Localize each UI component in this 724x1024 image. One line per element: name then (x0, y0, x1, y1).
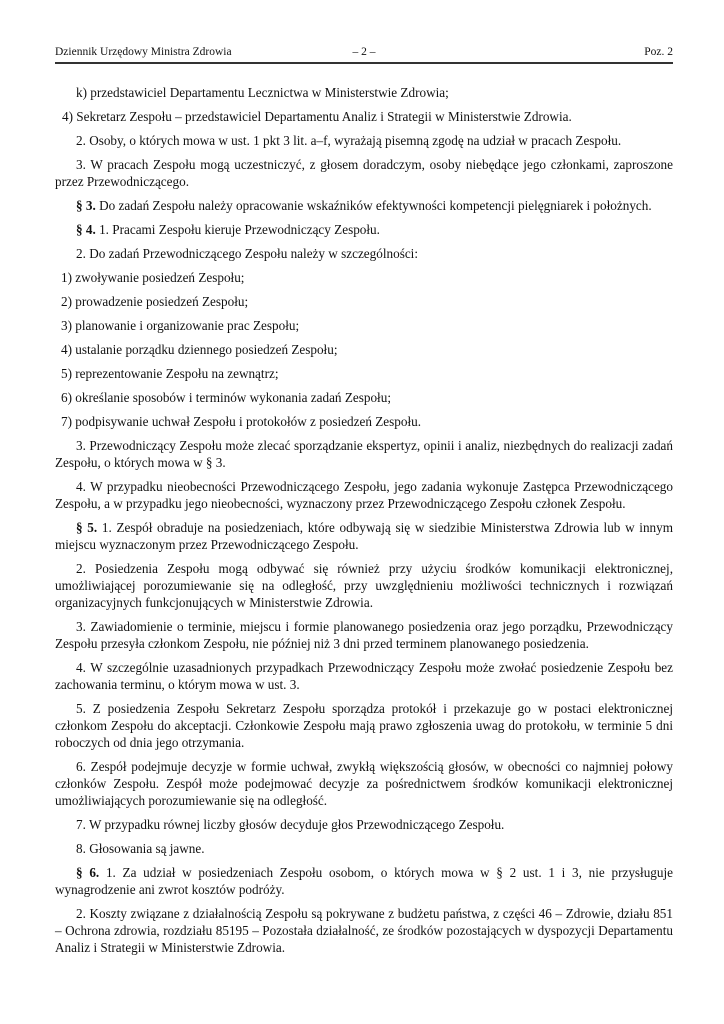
paragraph: 6. Zespół podejmuje decyzje w formie uchwał, zwykłą większością głosów, w obecności co najmniej połowy członków Zespołu. Zespół może podejmować decyzje za pośrednictwem środków komunikacji elektronicznej umożliwiających porozumiewanie się na odległość. (55, 759, 673, 808)
header-rule (55, 62, 673, 64)
paragraph: 7. W przypadku równej liczby głosów decyduje głos Przewodniczącego Zespołu. (76, 817, 505, 832)
member-item-4: 4) Sekretarz Zespołu – przedstawiciel Departamentu Analiz i Strategii w Ministerstwie Zdrowia. (62, 109, 572, 124)
paragraph: 3. Przewodniczący Zespołu może zlecać sporządzanie ekspertyz, opinii i analiz, niezbędnych do realizacji zadań Zespołu, o których mowa w § 3. (55, 438, 673, 470)
section-mark: § 6. (76, 865, 100, 880)
member-item-k: k) przedstawiciel Departamentu Lecznictwa w Ministerstwie Zdrowia; (76, 85, 449, 100)
list-item: 1) zwoływanie posiedzeń Zespołu; (61, 270, 245, 285)
list-item: 3) planowanie i organizowanie prac Zespołu; (61, 318, 300, 333)
list-item: 7) podpisywanie uchwał Zespołu i protokołów z posiedzeń Zespołu. (61, 414, 422, 429)
section-4: § 4. 1. Pracami Zespołu kieruje Przewodniczący Zespołu. (76, 222, 380, 237)
list-item: 5) reprezentowanie Zespołu na zewnątrz; (61, 366, 279, 381)
paragraph: 4. W szczególnie uzasadnionych przypadkach Przewodniczący Zespołu może zwołać posiedzenie Zespołu bez zachowania terminu, o którym mowa w ust. 3. (55, 660, 673, 692)
section-mark: § 5. (76, 520, 98, 535)
list-item: 4) ustalanie porządku dziennego posiedzeń Zespołu; (61, 342, 338, 357)
section-mark: § 3. (76, 198, 96, 213)
paragraph: 2. Do zadań Przewodniczącego Zespołu należy w szczególności: (76, 246, 419, 261)
paragraph: 2. Osoby, o których mowa w ust. 1 pkt 3 lit. a–f, wyrażają pisemną zgodę na udział w pracach Zespołu. (76, 133, 622, 148)
document-body (55, 84, 673, 963)
section-5: § 5. 1. Zespół obraduje na posiedzeniach, które odbywają się w siedzibie Ministerstwa Zdrowia lub w innym miejscu wyznaczonym przez Przewodniczącego Zespołu. (55, 520, 673, 552)
list-item: 6) określanie sposobów i terminów wykonania zadań Zespołu; (61, 390, 391, 405)
section-6: § 6. 1. Za udział w posiedzeniach Zespołu osobom, o których mowa w § 2 ust. 1 i 3, nie przysługuje wynagrodzenie ani zwrot kosztów podróży. (55, 865, 674, 897)
paragraph: 2. Posiedzenia Zespołu mogą odbywać się również przy użyciu środków komunikacji elektronicznej, umożliwiającej porozumiewanie się na odległość, przy uwzględnieniu możliwości technicznych i rozwiązań organizacyjnych funkcjonujących w Ministerstwie Zdrowia. (55, 561, 673, 610)
list-item: 2) prowadzenie posiedzeń Zespołu; (61, 294, 249, 309)
section-mark: § 4. (76, 222, 96, 237)
journal-title: Dziennik Urzędowy Ministra Zdrowia (55, 46, 232, 58)
paragraph: 2. Koszty związane z działalnością Zespołu są pokrywane z budżetu państwa, z części 46 – Zdrowie, działu 851 – Ochrona zdrowia, rozdziału 85195 – Pozostała działalność, ze środków pozostających w dyspozycji Departamentu Analiz i Strategii w Ministerstwie Zdrowia. (55, 906, 673, 955)
page-header (55, 46, 673, 62)
paragraph: 8. Głosowania są jawne. (76, 841, 205, 856)
position-number: Poz. 2 (644, 46, 673, 58)
paragraph: 5. Z posiedzenia Zespołu Sekretarz Zespołu sporządza protokół i przekazuje go w postaci elektronicznej członkom Zespołu do akceptacji. Członkowie Zespołu mają prawo zgłoszenia uwag do protokołu, w terminie 5 dni roboczych od dnia jego otrzymania. (55, 701, 673, 750)
section-3: § 3. Do zadań Zespołu należy opracowanie wskaźników efektywności kompetencji pielęgniarek i położnych. (76, 198, 652, 213)
paragraph: 3. Zawiadomienie o terminie, miejscu i formie planowanego posiedzenia oraz jego porządku, Przewodniczący Zespołu przesyła członkom Zespołu, nie później niż 3 dni przed terminem planowanego posiedzenia. (55, 619, 673, 651)
page-number: – 2 – (352, 46, 376, 58)
paragraph: 4. W przypadku nieobecności Przewodniczącego Zespołu, jego zadania wykonuje Zastępca Przewodniczącego Zespołu, a w przypadku jego nieobecności, wyznaczony przez Przewodniczącego Zespołu członek Zespołu. (55, 479, 673, 511)
paragraph: 3. W pracach Zespołu mogą uczestniczyć, z głosem doradczym, osoby niebędące jego członkami, zaproszone przez Przewodniczącego. (55, 157, 673, 189)
